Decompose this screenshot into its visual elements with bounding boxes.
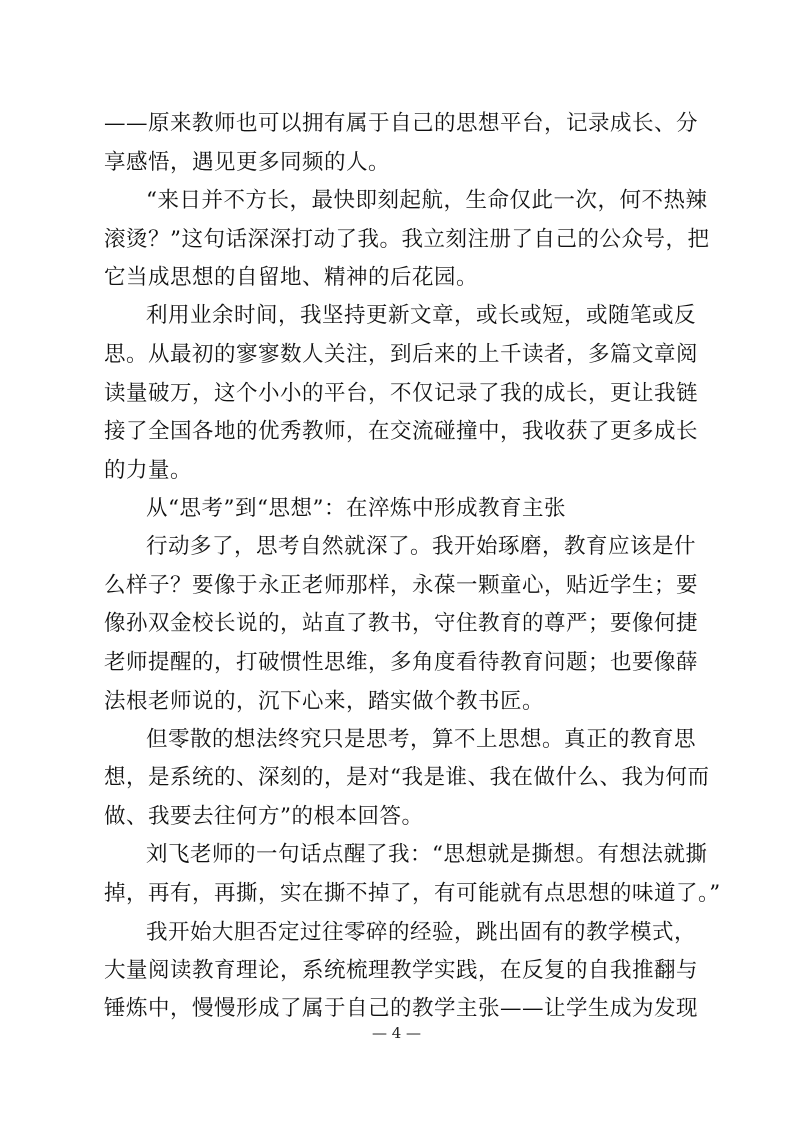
text-line: 读量破万，这个小小的平台，不仅记录了我的成长，更让我链 — [104, 380, 699, 406]
page-number: — 4 — — [371, 1024, 422, 1042]
text-line: 么样子？要像于永正老师那样，永葆一颗童心，贴近学生；要 — [104, 572, 699, 598]
text-line: 想，是系统的、深刻的，是对“我是谁、我在做什么、我为何而 — [104, 765, 710, 791]
text-line: 掉，再有，再撕，实在撕不掉了，有可能就有点思想的味道了。” — [104, 881, 721, 907]
text-line: 老师提醒的，打破惯性思维，多角度看待教育问题；也要像薛 — [104, 650, 699, 676]
text-line: 我开始大胆否定过往零碎的经验，跳出固有的教学模式， — [146, 919, 697, 945]
text-line: 接了全国各地的优秀教师，在交流碰撞中，我收获了更多成长 — [104, 419, 699, 445]
text-line: 像孙双金校长说的，站直了教书，守住教育的尊严；要像何捷 — [104, 611, 699, 637]
section-heading: 从“思考”到“思想”：在淬炼中形成教育主张 — [146, 495, 566, 521]
text-line: 享感悟，遇见更多同频的人。 — [104, 149, 391, 175]
text-line: “来日并不方长，最快即刻起航，生命仅此一次，何不热辣 — [146, 188, 708, 214]
text-line: 做、我要去往何方”的根本回答。 — [104, 803, 424, 829]
text-line: ——原来教师也可以拥有属于自己的思想平台，记录成长、分 — [104, 111, 699, 136]
text-line: 法根老师说的，沉下心来，踏实做个教书匠。 — [104, 688, 545, 714]
text-line: 滚烫？”这句话深深打动了我。我立刻注册了自己的公众号，把 — [104, 226, 710, 252]
text-line: 行动多了，思考自然就深了。我开始琢磨，教育应该是什 — [146, 534, 697, 560]
text-line: 的力量。 — [104, 457, 193, 483]
text-line: 思。从最初的寥寥数人关注，到后来的上千读者，多篇文章阅 — [104, 341, 699, 367]
text-line: 锤炼中，慢慢形成了属于自己的教学主张——让学生成为发现 — [104, 996, 699, 1021]
text-line: 刘飞老师的一句话点醒了我：“思想就是撕想。有想法就撕 — [146, 842, 708, 868]
text-line: 大量阅读教育理论，系统梳理教学实践，在反复的自我推翻与 — [104, 958, 699, 984]
text-line: 利用业余时间，我坚持更新文章，或长或短，或随笔或反 — [146, 303, 697, 329]
text-line: 它当成思想的自留地、精神的后花园。 — [104, 264, 479, 290]
text-line: 但零散的想法终究只是思考，算不上思想。真正的教育思 — [146, 727, 697, 753]
